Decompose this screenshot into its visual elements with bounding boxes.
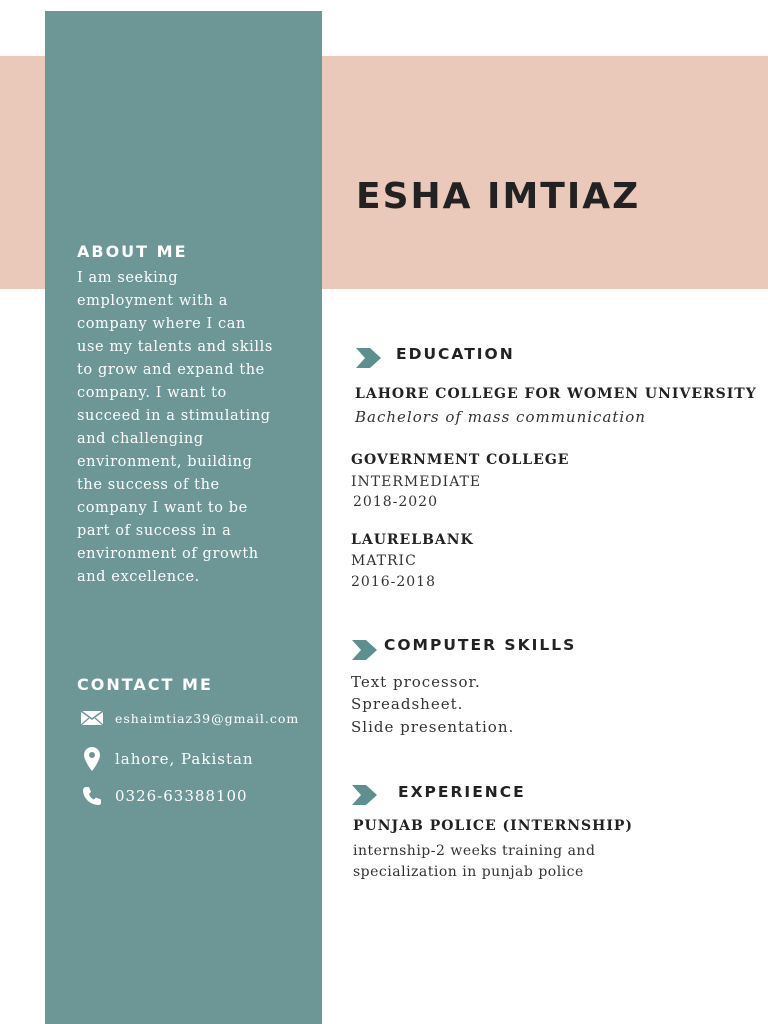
education-heading: EDUCATION <box>396 345 515 363</box>
about-line: environment of growth <box>77 546 259 562</box>
about-line: use my talents and skills <box>77 339 273 355</box>
chevron-arrow-icon <box>352 785 378 805</box>
chevron-arrow-icon <box>356 348 382 368</box>
about-line: company. I want to <box>77 385 227 401</box>
about-line: I am seeking <box>77 270 179 286</box>
about-line: part of success in a <box>77 523 232 539</box>
contact-location: lahore, Pakistan <box>115 750 254 768</box>
about-line: and challenging <box>77 431 204 447</box>
contact-phone[interactable]: 0326-63388100 <box>115 787 248 805</box>
education-degree: Bachelors of mass communication <box>355 408 646 426</box>
experience-line: specialization in punjab police <box>353 864 584 880</box>
about-line: company I want to be <box>77 500 248 516</box>
about-line: the success of the <box>77 477 220 493</box>
education-years: 2016-2018 <box>351 574 436 590</box>
chevron-arrow-icon <box>352 640 378 660</box>
person-name: ESHA IMTIAZ <box>356 176 641 217</box>
contact-email[interactable]: eshaimtiaz39@gmail.com <box>115 710 300 726</box>
phone-icon <box>80 786 104 806</box>
contact-location-row <box>80 746 254 772</box>
skill-item: Slide presentation. <box>351 718 515 736</box>
contact-heading: CONTACT ME <box>77 675 213 694</box>
contact-email-row[interactable] <box>80 710 299 726</box>
experience-title: PUNJAB POLICE (INTERNSHIP) <box>353 818 634 834</box>
about-heading: ABOUT ME <box>77 242 188 261</box>
about-line: employment with a <box>77 293 228 309</box>
skill-item: Text processor. <box>351 673 481 691</box>
experience-heading: EXPERIENCE <box>398 783 526 801</box>
about-line: environment, building <box>77 454 253 470</box>
education-years: 2018-2020 <box>353 494 438 510</box>
education-institution: LAURELBANK <box>351 532 474 548</box>
about-line: to grow and expand the <box>77 362 265 378</box>
map-pin-icon <box>80 746 104 772</box>
experience-line: internship-2 weeks training and <box>353 843 596 859</box>
about-text <box>77 267 289 589</box>
skill-item: Spreadsheet. <box>351 695 464 713</box>
education-degree: INTERMEDIATE <box>351 474 482 490</box>
contact-phone-row[interactable] <box>80 786 248 806</box>
education-institution: LAHORE COLLEGE FOR WOMEN UNIVERSITY <box>355 386 757 402</box>
about-line: succeed in a stimulating <box>77 408 271 424</box>
envelope-icon <box>80 710 104 726</box>
skills-heading: COMPUTER SKILLS <box>384 636 577 654</box>
about-line: company where I can <box>77 316 246 332</box>
about-line: and excellence. <box>77 569 200 585</box>
education-degree: MATRIC <box>351 553 417 569</box>
education-institution: GOVERNMENT COLLEGE <box>351 452 570 468</box>
